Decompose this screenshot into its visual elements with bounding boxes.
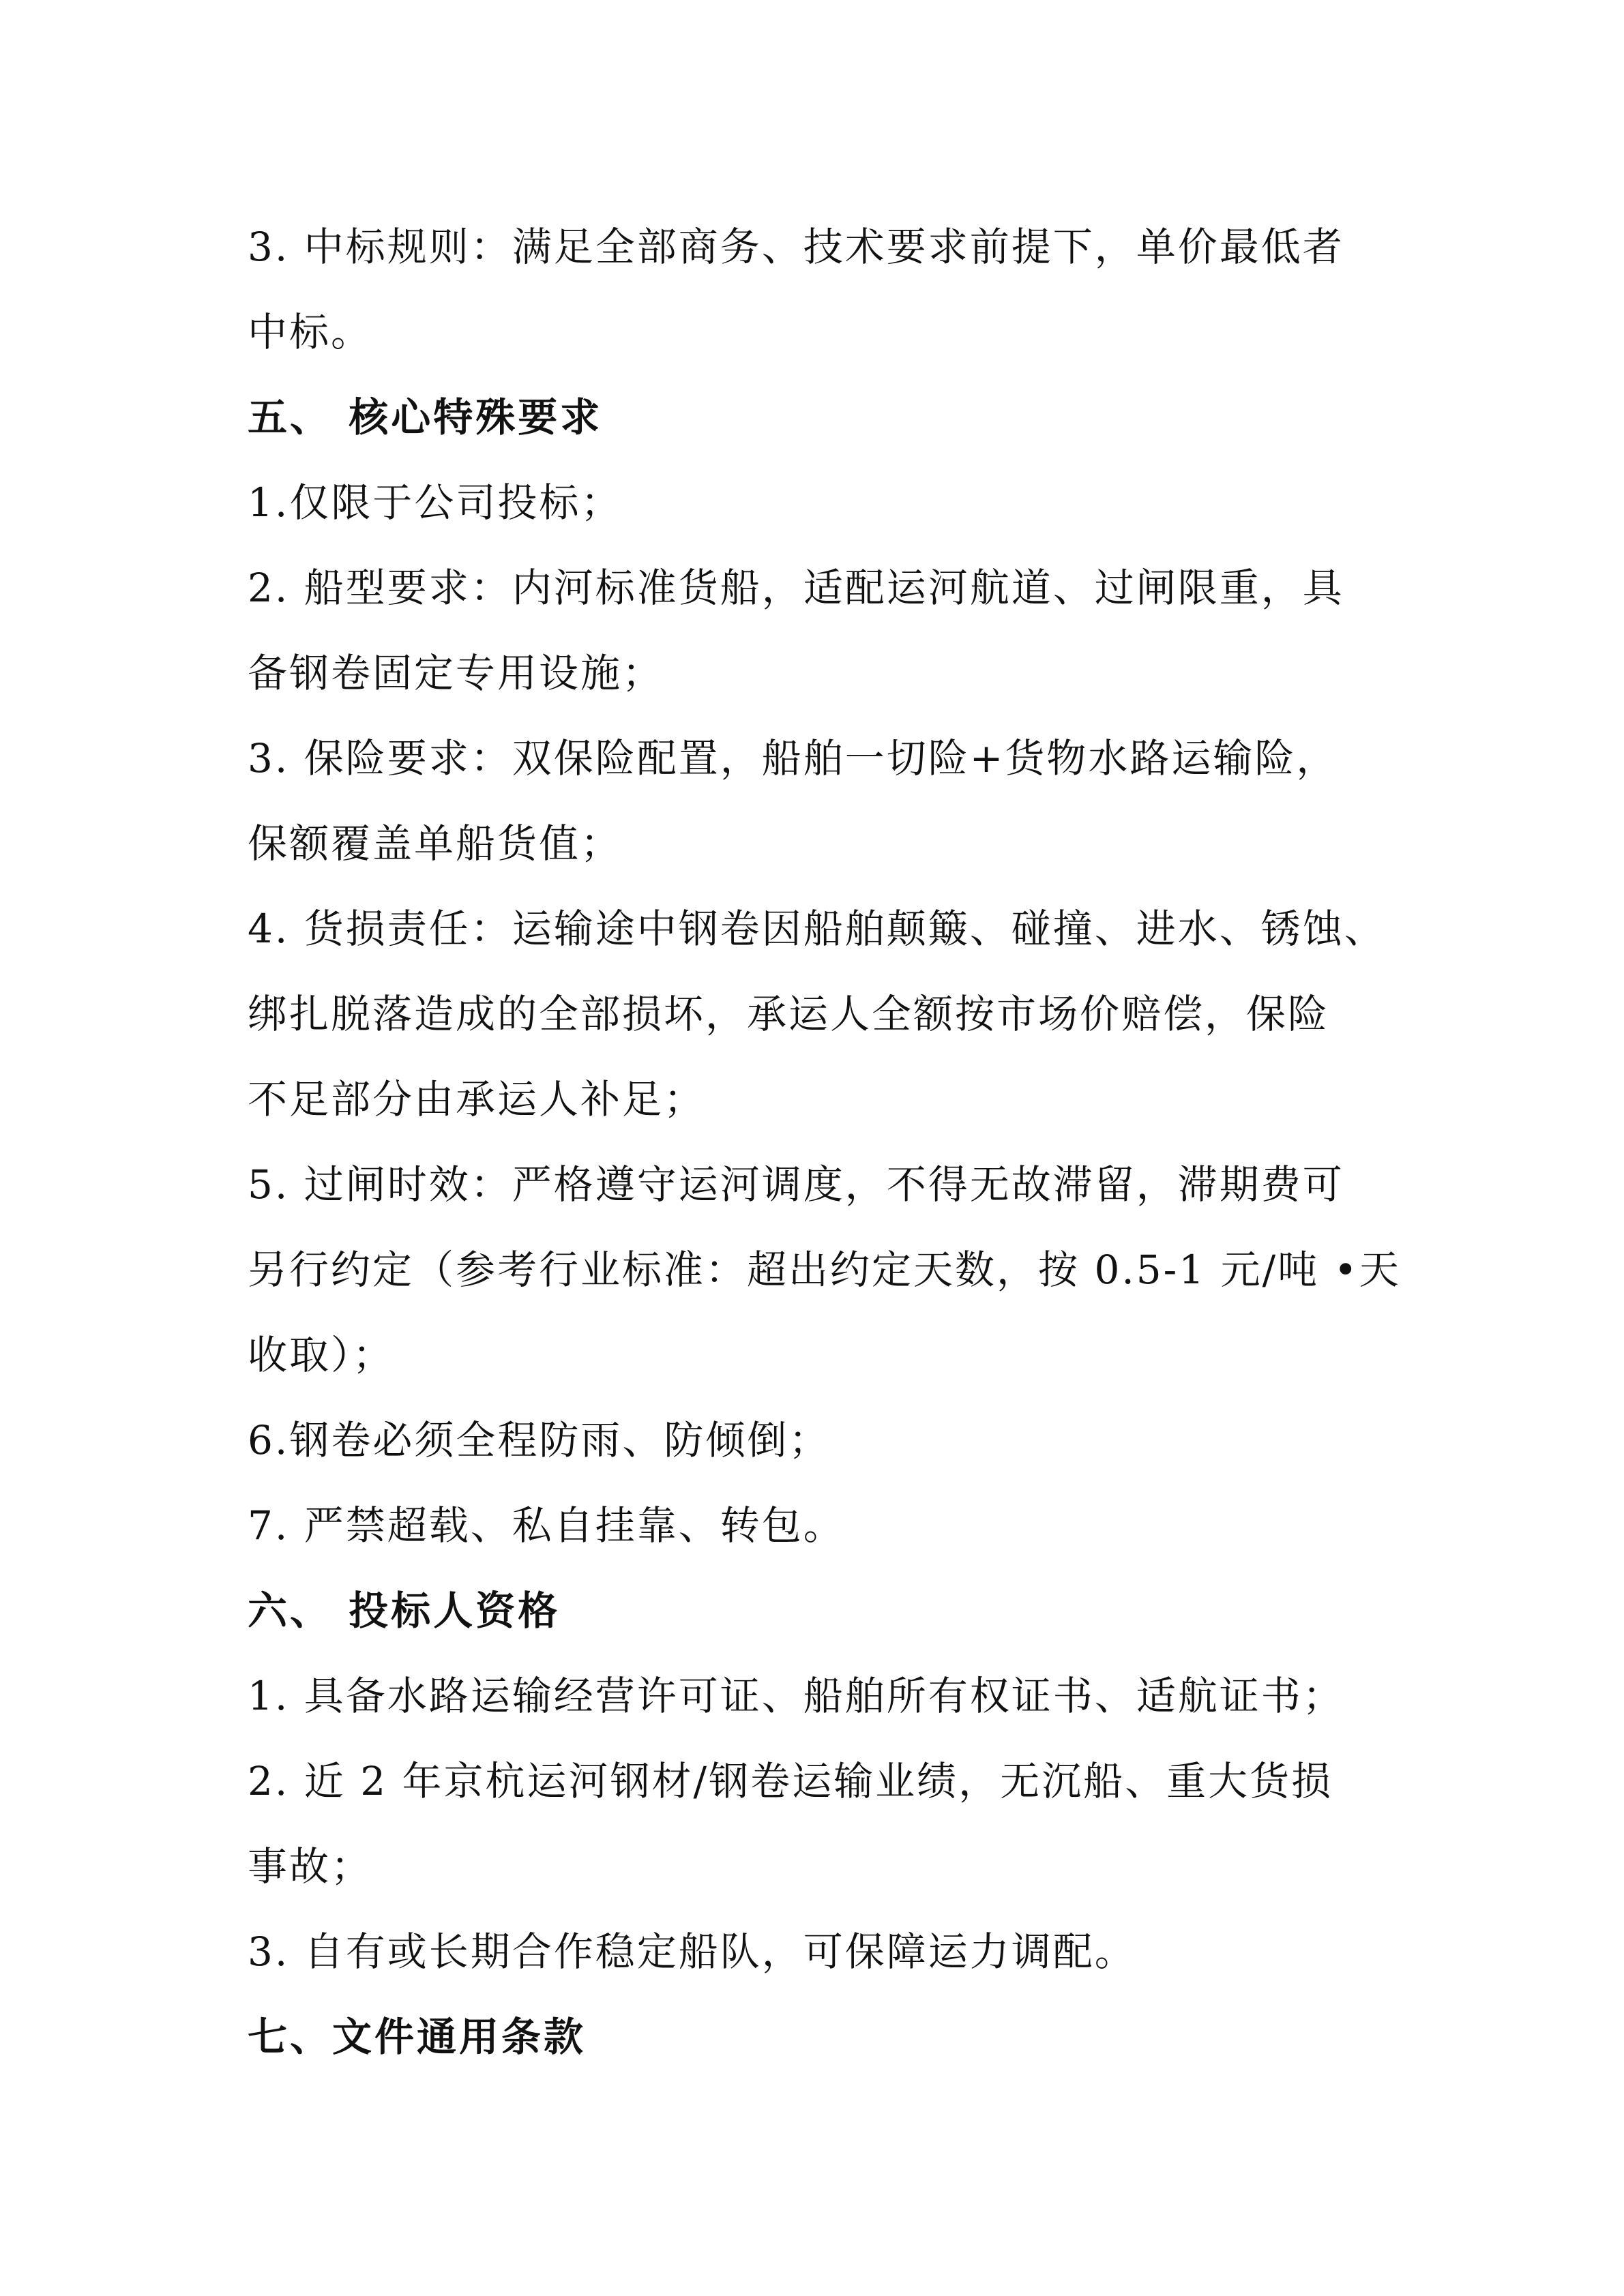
requirement-ship-type-line-1: 2. 船型要求：内河标准货船，适配运河航道、过闸限重，具	[248, 565, 1344, 611]
rule-winning-bid-line-2: 中标。	[248, 309, 373, 355]
requirement-company-only: 1.仅限于公司投标；	[248, 479, 623, 526]
requirement-insurance-line-1: 3. 保险要求：双保险配置，船舶一切险+货物水路运输险，	[248, 735, 1338, 781]
requirement-cargo-damage-line-2: 绑扎脱落造成的全部损坏，承运人全额按市场价赔偿，保险	[248, 991, 1330, 1037]
section-heading-general-terms: 七、文件通用条款	[248, 2014, 587, 2060]
requirement-lock-passage-line-3: 收取）；	[248, 1332, 395, 1378]
section-heading-bidder-qualifications: 六、 投标人资格	[248, 1587, 561, 1634]
qualification-track-record-line-2: 事故；	[248, 1843, 373, 1890]
document-page	[248, 205, 1401, 2080]
section-heading-core-requirements: 五、 核心特殊要求	[248, 394, 603, 441]
requirement-cargo-damage-line-1: 4. 货损责任：运输途中钢卷因船舶颠簸、碰撞、进水、锈蚀、	[248, 906, 1386, 952]
qualification-licenses: 1. 具备水路运输经营许可证、船舶所有权证书、适航证书；	[248, 1673, 1344, 1719]
qualification-fleet: 3. 自有或长期合作稳定船队，可保障运力调配。	[248, 1928, 1136, 1975]
rule-winning-bid-line-1: 3. 中标规则：满足全部商务、技术要求前提下，单价最低者	[248, 224, 1344, 270]
requirement-no-overload: 7. 严禁超载、私自挂靠、转包。	[248, 1502, 845, 1549]
requirement-rain-protection: 6.钢卷必须全程防雨、防倾倒；	[248, 1417, 831, 1463]
qualification-track-record-line-1: 2. 近 2 年京杭运河钢材/钢卷运输业绩，无沉船、重大货损	[248, 1758, 1333, 1804]
requirement-insurance-line-2: 保额覆盖单船货值；	[248, 820, 623, 867]
requirement-cargo-damage-line-3: 不足部分由承运人补足；	[248, 1076, 706, 1122]
requirement-ship-type-line-2: 备钢卷固定专用设施；	[248, 650, 664, 696]
requirement-lock-passage-line-2: 另行约定（参考行业标准：超出约定天数，按 0.5-1 元/吨 •天	[248, 1247, 1401, 1293]
requirement-lock-passage-line-1: 5. 过闸时效：严格遵守运河调度，不得无故滞留，滞期费可	[248, 1161, 1344, 1208]
